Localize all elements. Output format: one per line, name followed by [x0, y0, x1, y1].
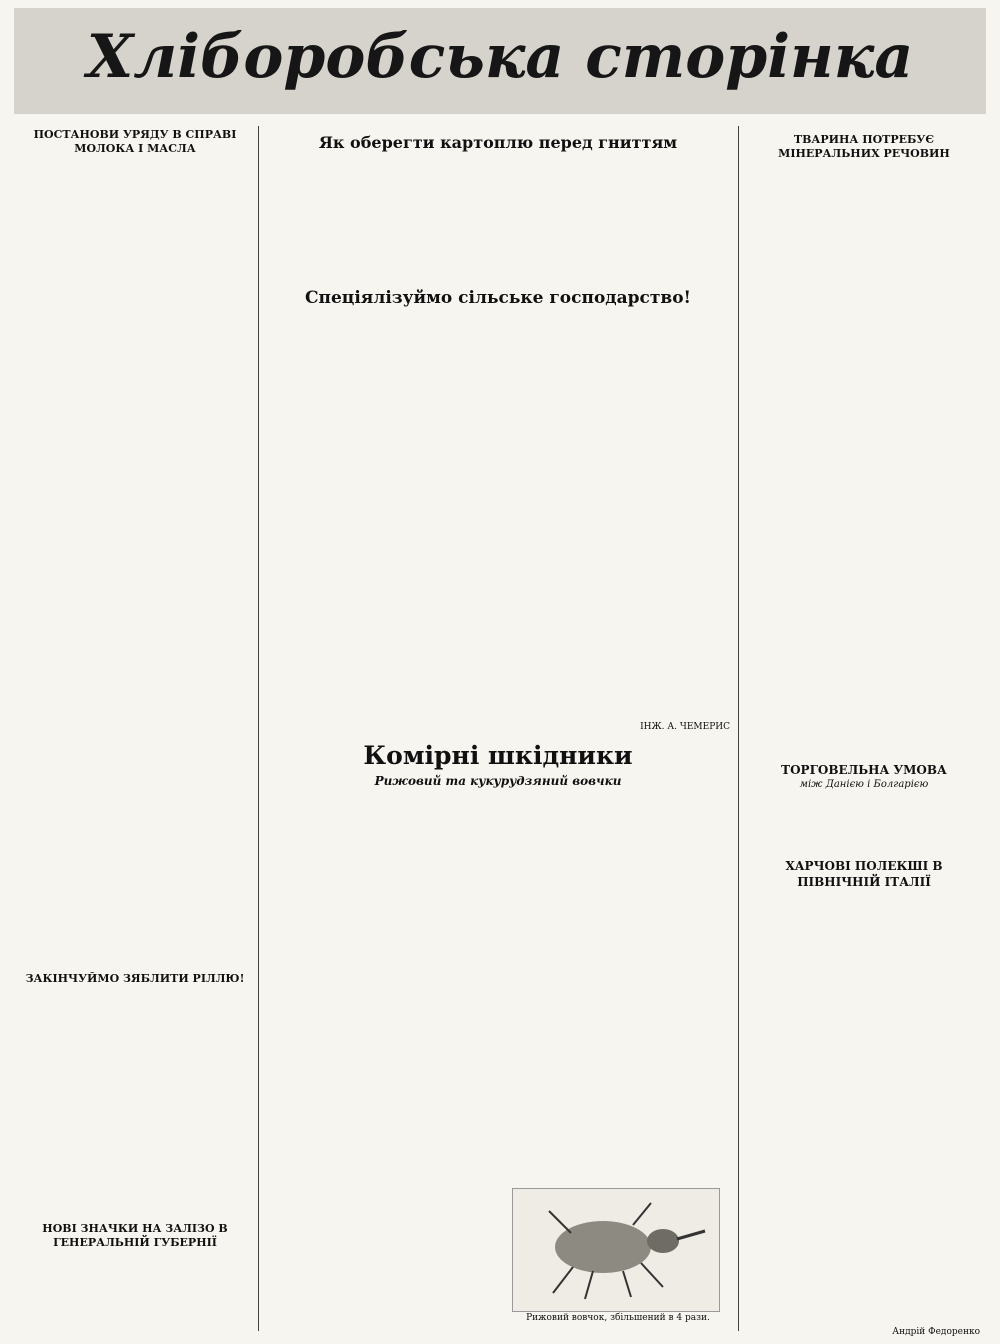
article-author: Андрій Федоренко	[892, 1327, 980, 1337]
subheadline-pests: Рижовий та кукурудзяний вовчки	[374, 774, 622, 788]
article-body	[746, 167, 982, 743]
column-rule	[738, 126, 739, 1331]
headline-field: ЗАКІНЧУЙМО ЗЯБЛИТИ РІЛЛЮ!	[25, 972, 245, 985]
article-body	[18, 992, 252, 1212]
article-body	[264, 314, 732, 718]
weevil-illustration	[512, 1188, 720, 1312]
headline-pests: Комірні шкідники	[363, 741, 633, 770]
masthead-title: Хліборобська сторінка	[86, 22, 914, 92]
masthead-banner	[14, 8, 986, 114]
illustration-caption: Рижовий вовчок, збільшений в 4 рази.	[526, 1313, 710, 1323]
headline-rail: НОВІ ЗНАЧКИ НА ЗАЛІЗО В ГЕНЕРАЛЬНІЙ ГУБЕРНІЇ	[42, 1222, 228, 1249]
article-author: ІНЖ. А. ЧЕМЕРИС	[640, 722, 730, 732]
headline-animal: ТВАРИНА ПОТРЕБУЄ МІНЕРАЛЬНИХ РЕЧОВИН	[778, 133, 950, 160]
article-body	[264, 156, 732, 276]
article-body	[746, 796, 982, 852]
article-body	[746, 892, 982, 1332]
headline-dairy: ПОСТАНОВИ УРЯДУ В СПРАВІ МОЛОКА І МАСЛА	[33, 128, 237, 155]
column-rule	[258, 126, 259, 1331]
weevil-drawing	[513, 1189, 719, 1311]
headline-trade: ТОРГОВЕЛЬНА УМОВА	[781, 763, 947, 777]
article-body	[18, 162, 252, 952]
headline-food: ХАРЧОВІ ПОЛЕКШІ В ПІВНІЧНІЙ ІТАЛІЇ	[785, 859, 943, 889]
headline-specialize: Спеціялізуймо сільське господарство!	[304, 288, 692, 308]
subheadline-trade: між Данією і Болгарією	[799, 779, 929, 790]
article-body	[18, 1258, 252, 1328]
headline-potato: Як оберегти картоплю перед гниттям	[318, 133, 678, 152]
